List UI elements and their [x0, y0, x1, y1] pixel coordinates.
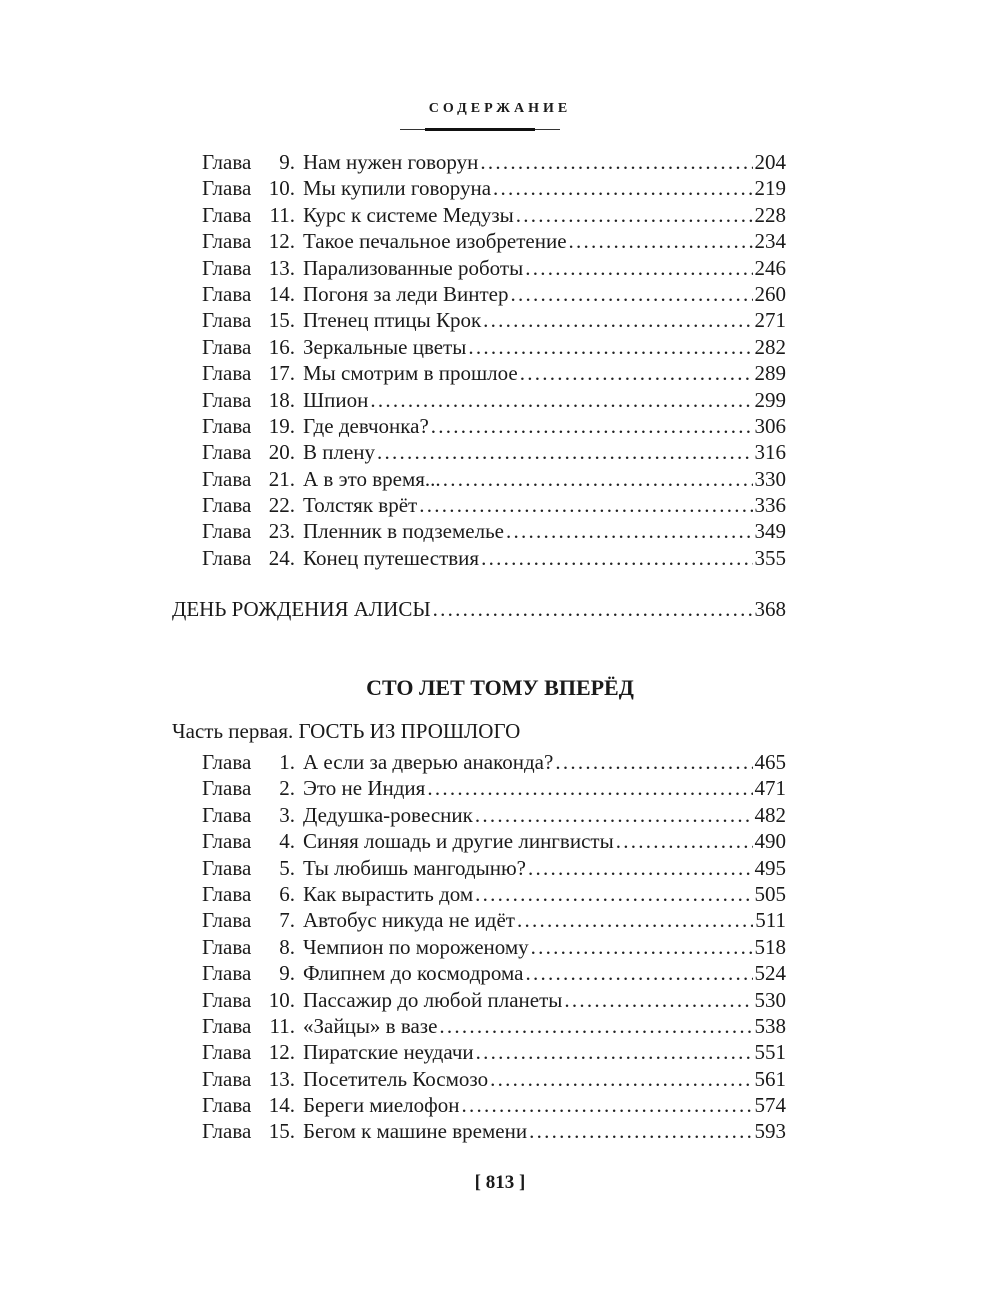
toc-entry[interactable] [202, 413, 786, 439]
chapter-label: Глава [202, 1119, 252, 1144]
chapter-number: 13. [268, 255, 295, 280]
dot-leader [525, 960, 752, 986]
chapter-number: 9. [279, 961, 295, 986]
chapter-title: Пиратские неудачи [303, 1040, 474, 1065]
chapter-page: 490 [754, 829, 786, 854]
chapter-label: Глава [202, 202, 252, 227]
chapter-page: 495 [754, 855, 786, 880]
chapter-number: 11. [269, 1013, 295, 1038]
chapter-number: 10. [268, 987, 295, 1012]
dot-leader [480, 149, 752, 175]
chapter-label: Глава [202, 987, 252, 1012]
chapter-number: 23. [268, 519, 295, 544]
chapter-number: 22. [268, 493, 295, 518]
chapter-page: 246 [754, 255, 786, 280]
dot-leader [493, 175, 752, 201]
chapter-number: 18. [268, 387, 295, 412]
chapter-title: Парализованные роботы [303, 255, 524, 280]
toc-entry[interactable] [202, 228, 786, 254]
chapter-page: 336 [754, 493, 786, 518]
dot-leader [475, 881, 752, 907]
chapter-label: Глава [202, 387, 252, 412]
chapter-page: 530 [754, 987, 786, 1012]
chapter-page: 282 [754, 334, 786, 359]
page-number: [ 813 ] [474, 1172, 526, 1193]
dot-leader [490, 1066, 752, 1092]
section-page: 368 [754, 597, 786, 621]
chapter-page: 204 [754, 150, 786, 174]
dot-leader [468, 334, 752, 360]
chapter-page: 234 [754, 229, 786, 254]
dot-leader [431, 413, 753, 439]
dot-leader [439, 1013, 752, 1039]
dot-leader [433, 596, 753, 622]
toc-entry[interactable] [202, 518, 786, 544]
chapter-title: Автобус никуда не идёт [303, 908, 515, 933]
chapter-page: 465 [754, 750, 786, 774]
chapter-number: 17. [268, 361, 295, 386]
dot-leader [528, 855, 753, 881]
chapter-title: Такое печальное изобретение [303, 229, 567, 254]
toc-entry[interactable] [202, 202, 786, 228]
chapter-page: 505 [754, 881, 786, 906]
chapter-title: Погоня за леди Винтер [303, 281, 509, 306]
dot-leader [529, 1118, 752, 1144]
toc-entry[interactable] [202, 307, 786, 333]
chapter-number: 4. [279, 829, 295, 854]
dot-leader [555, 749, 752, 775]
chapter-label: Глава [202, 361, 252, 386]
toc-entry[interactable] [202, 281, 786, 307]
chapter-page: 289 [754, 361, 786, 386]
chapter-number: 21. [268, 466, 295, 491]
chapter-label: Глава [202, 881, 252, 906]
running-head: СОДЕРЖАНИЕ [428, 101, 572, 116]
chapter-page: 524 [754, 961, 786, 986]
dot-leader [506, 518, 753, 544]
chapter-number: 8. [279, 934, 295, 959]
toc-entry[interactable] [202, 255, 786, 281]
chapter-page: 482 [754, 802, 786, 827]
book-title: СТО ЛЕТ ТОМУ ВПЕРЁД [366, 675, 634, 700]
chapter-label: Глава [202, 413, 252, 438]
toc-entry[interactable] [202, 907, 786, 933]
chapter-label: Глава [202, 545, 252, 570]
chapter-number: 14. [268, 281, 295, 306]
chapter-label: Глава [202, 855, 252, 880]
chapter-title: Флипнем до космодрома [303, 961, 524, 986]
toc-entry[interactable] [202, 1013, 786, 1039]
toc-section-entry[interactable] [172, 596, 786, 622]
chapter-label: Глава [202, 255, 252, 280]
toc-entry[interactable] [202, 1066, 786, 1092]
chapter-label: Глава [202, 466, 252, 491]
chapter-title: Нам нужен говорун [303, 150, 479, 174]
chapter-number: 12. [268, 1040, 295, 1065]
chapter-title: Это не Индия [303, 776, 426, 801]
chapter-label: Глава [202, 308, 252, 333]
toc-entry[interactable] [202, 1092, 786, 1118]
chapter-title: Шпион [303, 387, 369, 412]
chapter-number: 11. [269, 202, 295, 227]
dot-leader [517, 907, 753, 933]
dot-leader [377, 439, 752, 465]
dot-leader [483, 307, 752, 333]
chapter-label: Глава [202, 802, 252, 827]
chapter-title: В плену [303, 440, 376, 465]
chapter-number: 20. [268, 440, 295, 465]
chapter-title: Зеркальные цветы [303, 334, 467, 359]
toc-entry[interactable] [202, 749, 786, 775]
dot-leader [516, 202, 753, 228]
chapter-number: 24. [268, 545, 295, 570]
toc-entry[interactable] [202, 334, 786, 360]
dot-leader [481, 545, 752, 571]
chapter-label: Глава [202, 934, 252, 959]
chapter-page: 538 [754, 1013, 786, 1038]
toc-list-block-1 [202, 149, 786, 571]
chapter-page: 355 [754, 545, 786, 570]
chapter-label: Глава [202, 1013, 252, 1038]
dot-leader [475, 802, 753, 828]
chapter-label: Глава [202, 176, 252, 201]
chapter-title: А в это время... [303, 466, 441, 491]
head-rule-accent [425, 128, 535, 131]
dot-leader [476, 1039, 753, 1065]
chapter-page: 471 [754, 776, 786, 801]
toc-entry[interactable] [202, 492, 786, 518]
chapter-number: 12. [268, 229, 295, 254]
part-title: Часть первая. ГОСТЬ ИЗ ПРОШЛОГО [172, 719, 521, 743]
chapter-label: Глава [202, 519, 252, 544]
chapter-number: 15. [268, 1119, 295, 1144]
dot-leader [525, 255, 752, 281]
chapter-title: Посетитель Космозо [303, 1066, 489, 1091]
toc-entry[interactable] [202, 387, 786, 413]
chapter-label: Глава [202, 229, 252, 254]
chapter-title: Курс к системе Медузы [303, 202, 514, 227]
chapter-page: 260 [754, 281, 786, 306]
dot-leader [370, 387, 752, 413]
chapter-title: Дедушка-ровесник [303, 802, 473, 827]
chapter-title: Конец путешествия [303, 545, 480, 570]
chapter-number: 2. [279, 776, 295, 801]
dot-leader [531, 934, 753, 960]
dot-leader [510, 281, 752, 307]
toc-list-block-2 [202, 749, 786, 1145]
chapter-title: «Зайцы» в вазе [303, 1013, 438, 1038]
chapter-number: 10. [268, 176, 295, 201]
toc-entry[interactable] [202, 828, 786, 854]
chapter-title: Пленник в подземелье [303, 519, 504, 544]
toc-entry[interactable] [202, 881, 786, 907]
chapter-number: 19. [268, 413, 295, 438]
chapter-label: Глава [202, 493, 252, 518]
chapter-page: 551 [754, 1040, 786, 1065]
chapter-label: Глава [202, 281, 252, 306]
toc-entry[interactable] [202, 802, 786, 828]
toc-entry[interactable] [202, 149, 786, 175]
toc-entry[interactable] [202, 960, 786, 986]
chapter-title: Чемпион по мороженому [303, 934, 529, 959]
section-title: ДЕНЬ РОЖДЕНИЯ АЛИСЫ [172, 597, 431, 621]
dot-leader [569, 228, 753, 254]
chapter-page: 518 [754, 934, 786, 959]
dot-leader [564, 987, 752, 1013]
chapter-number: 15. [268, 308, 295, 333]
chapter-page: 574 [754, 1093, 786, 1118]
chapter-number: 14. [268, 1093, 295, 1118]
chapter-title: Синяя лошадь и другие лингвисты [303, 829, 614, 854]
chapter-title: Где девчонка? [303, 413, 429, 438]
chapter-number: 7. [279, 908, 295, 933]
chapter-page: 330 [754, 466, 786, 491]
chapter-title: Птенец птицы Крок [303, 308, 482, 333]
chapter-page: 299 [754, 387, 786, 412]
chapter-label: Глава [202, 1066, 252, 1091]
chapter-label: Глава [202, 1093, 252, 1118]
dot-leader [419, 492, 752, 518]
chapter-number: 3. [279, 802, 295, 827]
chapter-title: Ты любишь мангодыню? [303, 855, 526, 880]
chapter-title: Пассажир до любой планеты [303, 987, 563, 1012]
toc-entry[interactable] [202, 360, 786, 386]
chapter-number: 16. [268, 334, 295, 359]
toc-entry[interactable] [202, 439, 786, 465]
chapter-label: Глава [202, 829, 252, 854]
chapter-page: 511 [755, 908, 786, 933]
chapter-number: 1. [279, 750, 295, 774]
dot-leader [427, 775, 752, 801]
chapter-number: 5. [279, 855, 295, 880]
chapter-label: Глава [202, 776, 252, 801]
chapter-page: 219 [754, 176, 786, 201]
chapter-title: Толстяк врёт [303, 493, 418, 518]
chapter-page: 271 [754, 308, 786, 333]
chapter-page: 306 [754, 413, 786, 438]
chapter-title: Как вырастить дом [303, 881, 474, 906]
chapter-page: 316 [754, 440, 786, 465]
chapter-label: Глава [202, 1040, 252, 1065]
chapter-number: 13. [268, 1066, 295, 1091]
chapter-page: 561 [754, 1066, 786, 1091]
dot-leader [520, 360, 753, 386]
toc-entry[interactable] [202, 987, 786, 1013]
chapter-title: Бегом к машине времени [303, 1119, 528, 1144]
chapter-page: 349 [754, 519, 786, 544]
chapter-number: 6. [279, 881, 295, 906]
toc-entry[interactable] [202, 175, 786, 201]
toc-entry[interactable] [202, 775, 786, 801]
chapter-title: А если за дверью анаконда? [303, 750, 554, 774]
toc-entry[interactable] [202, 934, 786, 960]
toc-entry[interactable] [202, 855, 786, 881]
dot-leader [461, 1092, 752, 1118]
chapter-page: 228 [754, 202, 786, 227]
dot-leader [616, 828, 753, 854]
chapter-page: 593 [754, 1119, 786, 1144]
chapter-label: Глава [202, 334, 252, 359]
dot-leader [443, 466, 753, 492]
chapter-label: Глава [202, 440, 252, 465]
chapter-number: 9. [279, 150, 295, 174]
chapter-label: Глава [202, 750, 252, 774]
chapter-label: Глава [202, 150, 252, 174]
toc-entry[interactable] [202, 1118, 786, 1144]
chapter-title: Береги миелофон [303, 1093, 460, 1118]
chapter-title: Мы смотрим в прошлое [303, 361, 518, 386]
chapter-label: Глава [202, 908, 252, 933]
chapter-label: Глава [202, 961, 252, 986]
toc-entry[interactable] [202, 1039, 786, 1065]
chapter-title: Мы купили говоруна [303, 176, 492, 201]
toc-entry[interactable] [202, 545, 786, 571]
toc-entry[interactable] [202, 466, 786, 492]
